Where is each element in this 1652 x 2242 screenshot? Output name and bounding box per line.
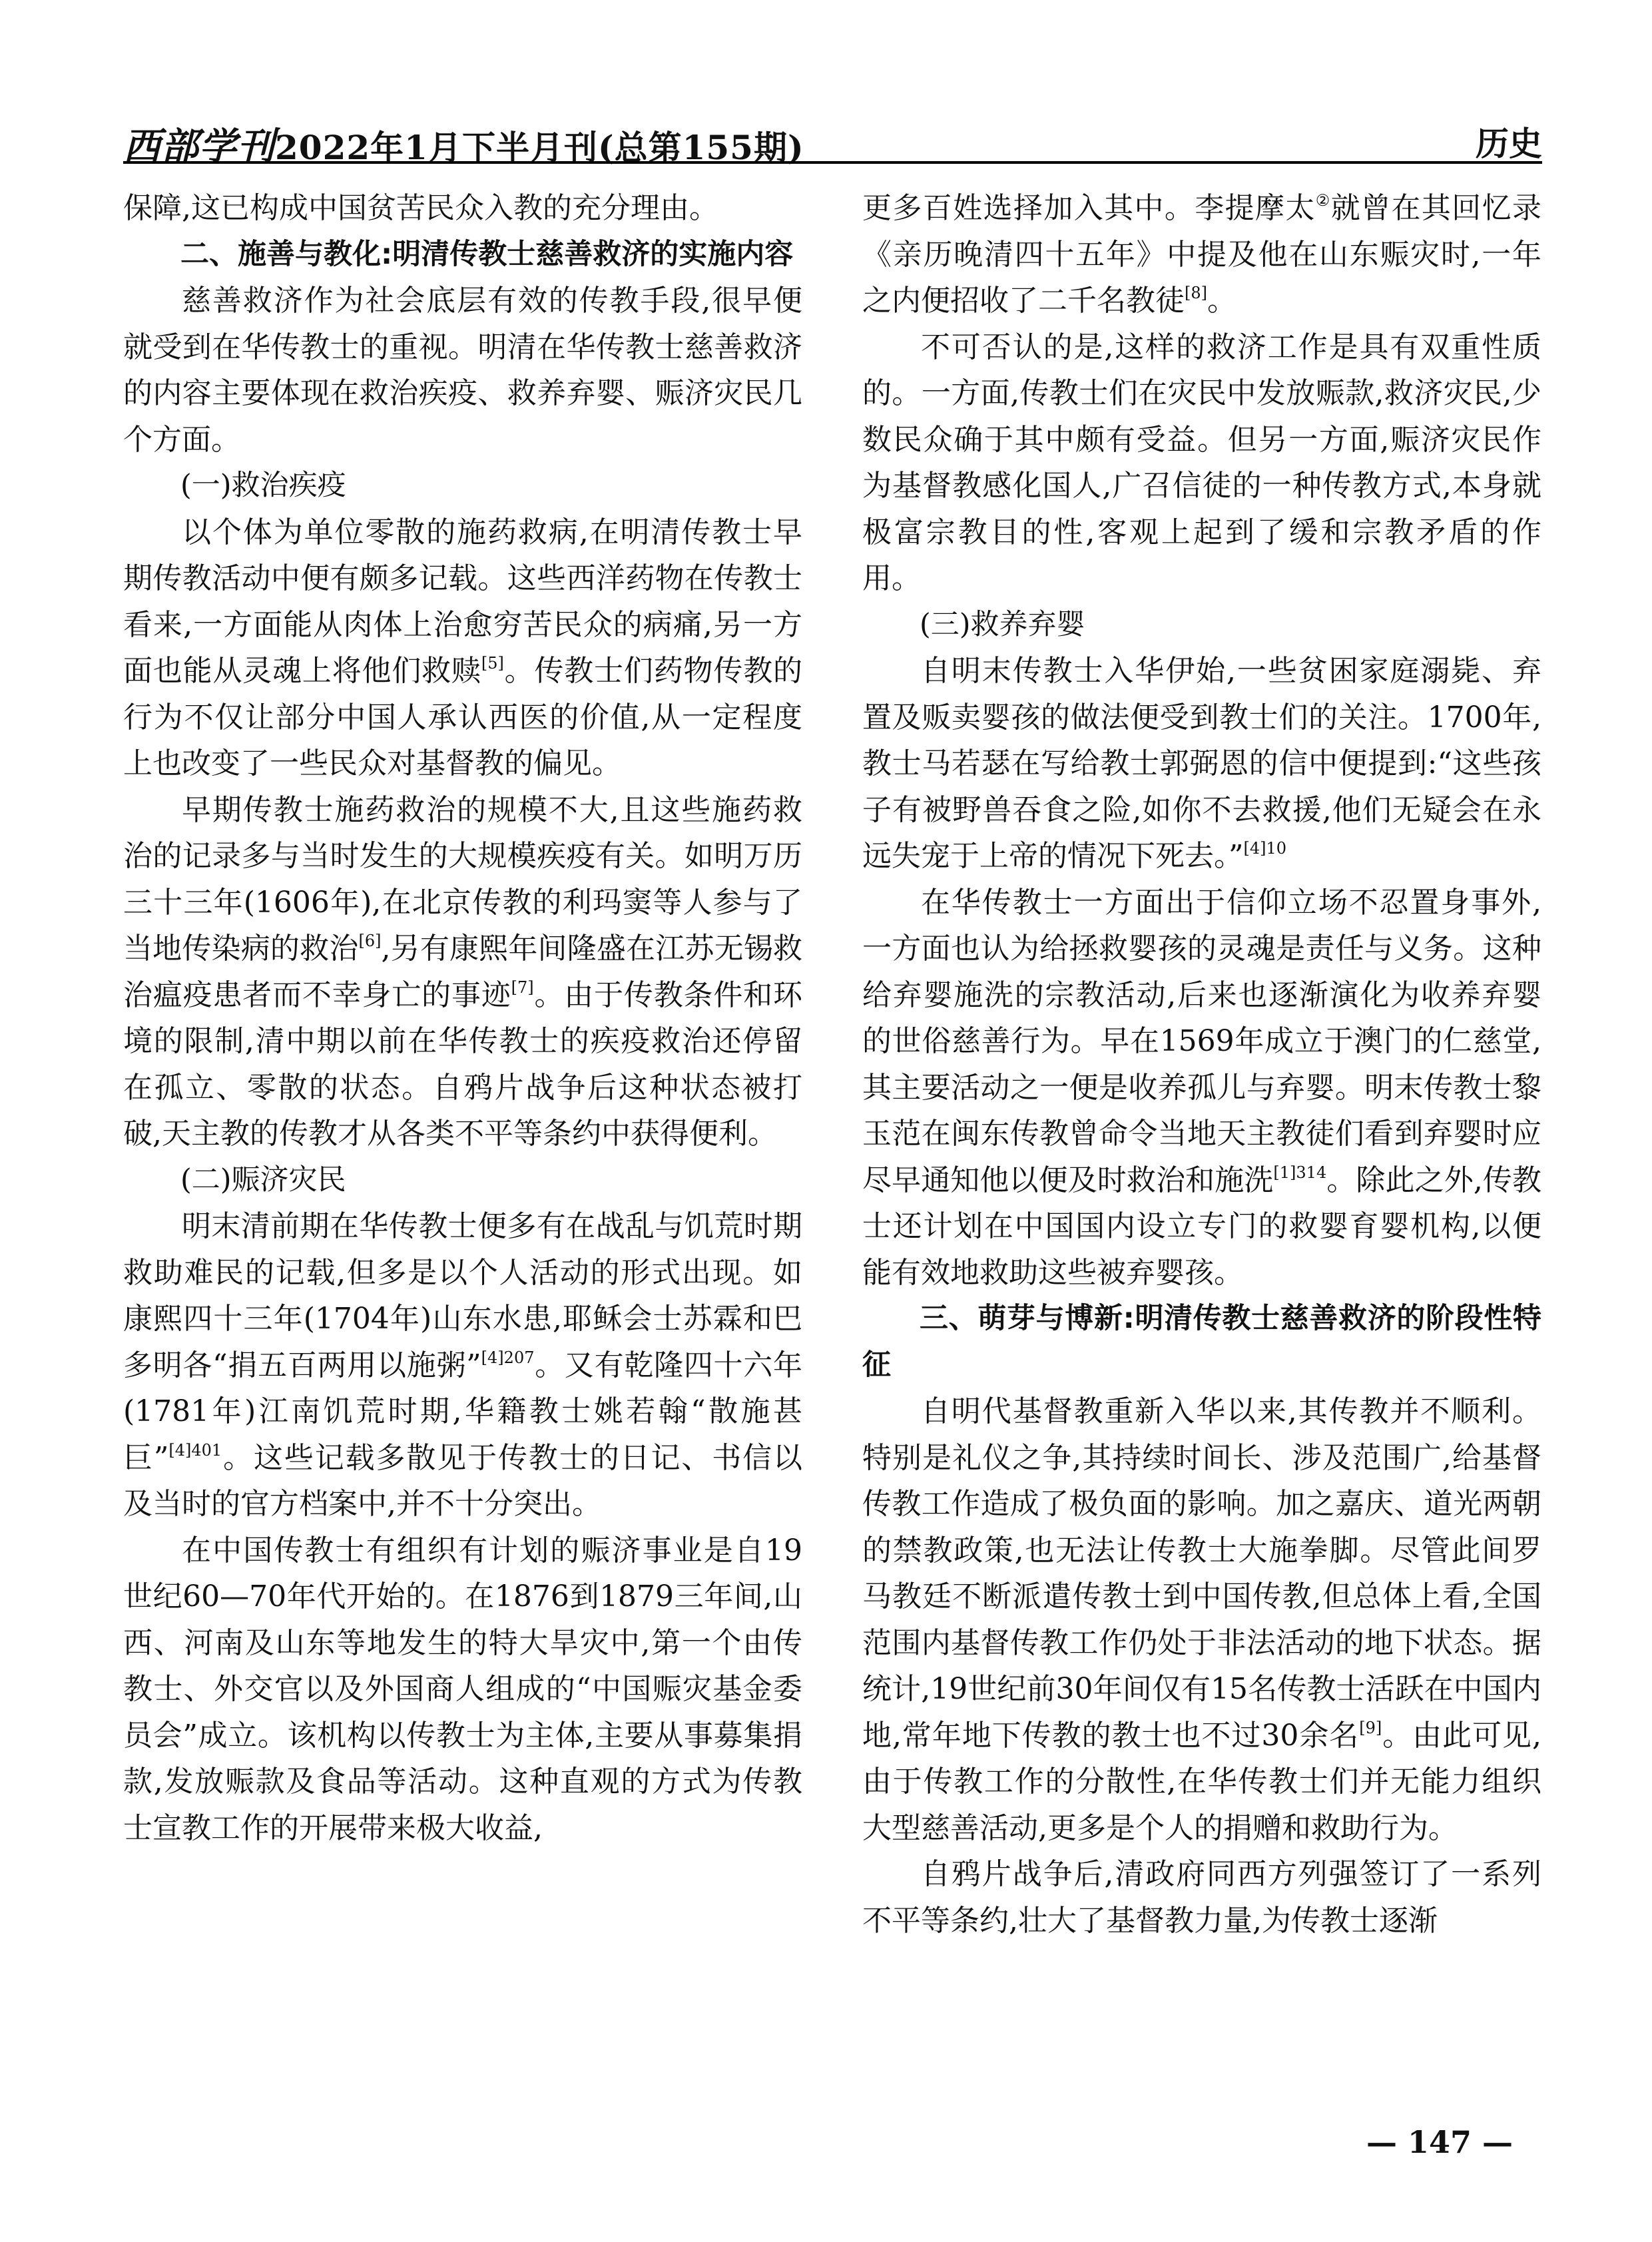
citation: [8] [1185, 284, 1207, 302]
paragraph: 明末清前期在华传教士便多有在战乱与饥荒时期救助难民的记载,但多是以个人活动的形式出现。如康熙四十三年(1704年)山东水患,耶稣会士苏霖和巴多明各“捐五百两用以施粥”$^{[4]207}$。又有乾隆四十六年(1781年)江南饥荒时期,华籍教士姚若翰“散施甚巨”$^{[4]401}$。这些记载多散见于传教士的日记、书信以及当时的官方档案中,并不十分突出。 [123, 1209, 803, 1521]
citation: [7] [511, 978, 534, 997]
left-column [123, 185, 802, 1851]
citation: [4]10 [1243, 839, 1287, 858]
section-heading-2: 二、施善与教化:明清传教士慈善救济的实施内容 [180, 237, 794, 271]
citation: [9] [1359, 1718, 1382, 1737]
journal-logo: 西部学刊 [123, 125, 275, 168]
citation: [4]207 [481, 1348, 535, 1367]
paragraph: 在中国传教士有组织有计划的赈济事业是自19世纪60—70年代开始的。在1876到1879三年间,山西、河南及山东等地发生的特大旱灾中,第一个由传教士、外交官以及外国商人组成的“中国赈灾基金委员会”成立。该机构以传教士为主体,主要从事募集捐款,发放赈款及食品等活动。这种直观的方式为传教士宣教工作的开展带来极大收益, [123, 1533, 802, 1845]
citation: [5] [481, 654, 504, 673]
subsection-heading-3: (三)救养弃婴 [920, 607, 1085, 641]
paragraph: 更多百姓选择加入其中。李提摩太②就曾在其回忆录《亲历晚清四十五年》中提及他在山东赈灾时,一年之内便招收了二千名教徒[8]。 [862, 191, 1542, 318]
subsection-heading-1: (一)救治疾疫 [180, 469, 346, 502]
right-column [862, 185, 1541, 1944]
citation: [6] [358, 932, 382, 950]
page-number: — 147 — [1366, 2124, 1514, 2160]
header-rule [123, 161, 1542, 164]
paragraph: 自鸦片战争后,清政府同西方列强签订了一系列不平等条约,壮大了基督教力量,为传教士逐渐 [862, 1857, 1541, 1938]
paragraph: 自明代基督教重新入华以来,其传教并不顺利。特别是礼仪之争,其持续时间长、涉及范围广,给基督传教工作造成了极负面的影响。加之嘉庆、道光两朝的禁教政策,也无法让传教士大施拳脚。尽管此间罗马教廷不断派遣传教士到中国传教,但总体上看,全国范围内基督传教工作仍处于非法活动的地下状态。据统计,19世纪前30年间仅有15名传教士活跃在中国内地,常年地下传教的教士也不过30余名[9]。由此可见,由于传教工作的分散性,在华传教士们并无能力组织大型慈善活动,更多是个人的捐赠和救助行为。 [862, 1394, 1541, 1845]
citation: [4]401 [168, 1440, 222, 1460]
paragraph: 以个体为单位零散的施药救病,在明清传教士早期传教活动中便有颇多记载。这些西洋药物在传教士看来,一方面能从肉体上治愈穷苦民众的病痛,另一方面也能从灵魂上将他们救赎[5]。传教士们药物传教的行为不仅让部分中国人承认西医的价值,从一定程度上也改变了一些民众对基督教的偏见。 [123, 515, 803, 780]
paragraph: 慈善救济作为社会底层有效的传教手段,很早便就受到在华传教士的重视。明清在华传教士慈善救济的内容主要体现在救治疾疫、救养弃婴、赈济灾民几个方面。 [123, 284, 802, 457]
subsection-heading-2: (二)赈济灾民 [180, 1163, 346, 1197]
issue-info: 2022年1月下半月刊(总第155期) [275, 128, 804, 167]
paragraph: 保障,这已构成中国贫苦民众入教的充分理由。 [123, 191, 718, 225]
paragraph: 不可否认的是,这样的救济工作是具有双重性质的。一方面,传教士们在灾民中发放赈款,救济灾民,少数民众确于其中颇有受益。但另一方面,赈济灾民作为基督教感化国人,广召信徒的一种传教方式,本身就极富宗教目的性,客观上起到了缓和宗教矛盾的作用。 [862, 330, 1542, 595]
section-heading-3: 三、萌芽与博新:明清传教士慈善救济的阶段性特征 [862, 1302, 1541, 1382]
section-label: 历史 [1476, 124, 1542, 163]
paragraph: 早期传教士施药救治的规模不大,且这些施药救治的记录多与当时发生的大规模疾疫有关。如明万历三十三年(1606年),在北京传教的利玛窦等人参与了当地传染病的救治[6],另有康熙年间隆盛在江苏无锡救治瘟疫患者而不幸身亡的事迹[7]。由于传教条件和环境的限制,清中期以前在华传教士的疾疫救治还停留在孤立、零散的状态。自鸦片战争后这种状态被打破,天主教的传教才从各类不平等条约中获得便利。 [123, 792, 803, 1151]
citation: [1]314 [1273, 1163, 1327, 1182]
paragraph: 自明末传教士入华伊始,一些贫困家庭溺毙、弃置及贩卖婴孩的做法便受到教士们的关注。1700年,教士马若瑟在写给教士郭弼恩的信中便提到:“这些孩子有被野兽吞食之险,如你不去救援,他们无疑会在永远失宠于上帝的情况下死去。”$^{[4]10}$ [862, 654, 1541, 873]
paragraph: 在华传教士一方面出于信仰立场不忍置身事外,一方面也认为给拯救婴孩的灵魂是责任与义务。这种给弃婴施洗的宗教活动,后来也逐渐演化为收养弃婴的世俗慈善行为。早在1569年成立于澳门的仁慈堂,其主要活动之一便是收养孤儿与弃婴。明末传教士黎玉范在闽东传教曾命令当地天主教徒们看到弃婴时应尽早通知他以便及时救治和施洗$^{[1]314}$。除此之外,传教士还计划在中国国内设立专门的救婴育婴机构,以便能有效地救助这些被弃婴孩。 [862, 885, 1541, 1290]
running-header [123, 113, 1542, 168]
footnote-marker: ② [1315, 191, 1331, 210]
